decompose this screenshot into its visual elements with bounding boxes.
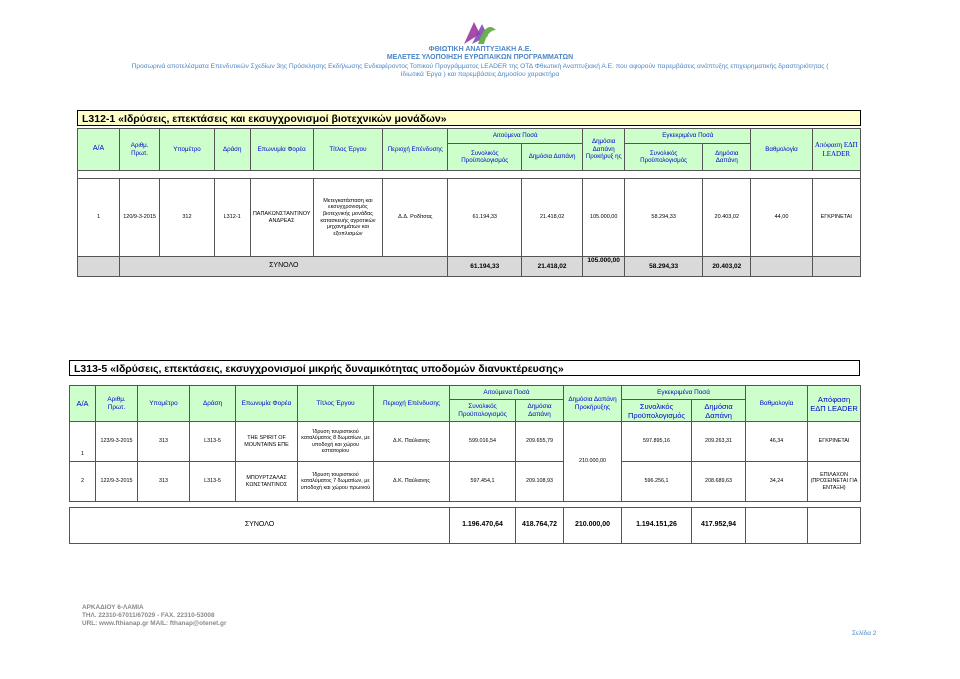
cell-call-public: 105.000,00: [583, 179, 625, 257]
cell-prot: 122/9-3-2015: [96, 462, 138, 502]
cell-decision: ΕΓΚΡΙΝΕΤΑΙ: [808, 422, 861, 462]
cell-project: Μετεγκατάσταση και εκσυγχρονισμός βιοτεχνικής μονάδας κατασκευής αγροτικών μηχανημάτων και εξοπλισμών: [313, 179, 382, 257]
col-req-total-header: Συνολικός Προϋπολογισμός: [450, 400, 516, 422]
col-name-header: Επωνυμία Φορέα: [250, 129, 313, 171]
totals-label: ΣΥΝΟΛΟ: [120, 257, 448, 277]
cell-aa: 1: [70, 422, 96, 462]
cell-submeasure: 313: [138, 422, 190, 462]
col-decision-header: Απόφαση ΕΔΠ LEADER: [808, 386, 861, 422]
section1-title: L312-1 «Ιδρύσεις, επεκτάσεις και εκσυγχρονισμοί βιοτεχνικών μονάδων»: [77, 110, 861, 126]
col-appr-total-header: Συνολικός Προϋπολογισμός: [622, 400, 692, 422]
cell-area: Δ.Κ. Παύλιανης: [374, 462, 450, 502]
col-area-header: Περιοχή Επένδυσης: [374, 386, 450, 422]
totals-blank-score: [746, 508, 808, 544]
col-score-header: Βαθμολογία: [751, 129, 812, 171]
cell-appr-total: 596.256,1: [622, 462, 692, 502]
cell-score: 46,34: [746, 422, 808, 462]
total-call-public: 210.000,00: [564, 508, 622, 544]
total-req-total: 61.194,33: [448, 257, 522, 277]
col-public-call-header: Δημόσια Δαπάνη Προκήρυξης: [564, 386, 622, 422]
cell-req-public: 21.418,02: [522, 179, 583, 257]
col-req-public-header: Δημόσια Δαπάνη: [516, 400, 564, 422]
col-prot-header: Αριθμ. Πρωτ.: [96, 386, 138, 422]
cell-aa: 1: [78, 179, 120, 257]
col-area-header: Περιοχή Επένδυσης: [383, 129, 448, 171]
footer-phones: ΤΗΛ. 22310-67011/67029 - FAX. 22310-53008: [82, 612, 215, 619]
cell-name: ΜΠΟΥΡΤΖΑΛΑΣ ΚΩΝΣΤΑΝΤΙΝΟΣ: [236, 462, 298, 502]
cell-action: L312-1: [214, 179, 250, 257]
cell-appr-total: 58.294,33: [625, 179, 703, 257]
totals-blank: [78, 257, 120, 277]
cell-appr-public: 209.263,31: [692, 422, 746, 462]
org-subtitle: ΜΕΛΕΤΕΣ ΥΛΟΠΟΙΗΣΗ ΕΥΡΩΠΑΙΚΩΝ ΠΡΟΓΡΑΜΜΑΤΩΝ: [386, 54, 574, 61]
cell-name: ΠΑΠΑΚΩΝΣΤΑΝΤΙΝΟΥ ΑΝΔΡΕΑΣ: [250, 179, 313, 257]
cell-area: Δ.Δ. Ροδίτσας: [383, 179, 448, 257]
col-submeasure-header: Υπομέτρο: [138, 386, 190, 422]
cell-decision: ΕΠΙΛΑΧΟΝ (ΠΡΟΣΕΙΝΕΤΑΙ ΓΙΑ ΕΝΤΑΞΗ): [808, 462, 861, 502]
cell-prot: 123/9-3-2015: [96, 422, 138, 462]
totals-blank-score: [751, 257, 812, 277]
col-public-pct-header: Δημόσια Δαπάνη Προκήρυξ ης: [583, 129, 625, 171]
cell-appr-total: 597.895,16: [622, 422, 692, 462]
cell-req-public: 209.108,93: [516, 462, 564, 502]
col-prot-header: Αριθμ. Πρωτ.: [120, 129, 160, 171]
total-appr-public: 417.952,94: [692, 508, 746, 544]
total-appr-total: 1.194.151,26: [622, 508, 692, 544]
col-appr-total-header: Συνολικός Προϋπολογισμός: [625, 144, 703, 171]
totals-blank-decision: [812, 257, 860, 277]
table-row: [78, 179, 861, 257]
col-req-public-header: Δημόσια Δαπάνη: [522, 144, 583, 171]
section2-table: [69, 385, 861, 544]
total-req-public: 21.418,02: [522, 257, 583, 277]
col-appr-public-header: Δημόσια Δαπάνη: [692, 400, 746, 422]
org-name: ΦΘΙΩΤΙΚΗ ΑΝΑΠΤΥΞΙΑΚΗ Α.Ε.: [428, 46, 532, 53]
cell-req-public: 209.655,79: [516, 422, 564, 462]
page-number: Σελίδα 2: [852, 630, 877, 637]
totals-blank-decision: [808, 508, 861, 544]
spacer-row: [78, 171, 861, 179]
footer-web: URL: www.fthianap.gr MAIL: fthanap@otenet.gr: [82, 620, 227, 627]
document-heading-line2: Ιδιωτικά Έργα ) και παρεμβάσεις Δημοσίου χαρακτήρα: [400, 71, 560, 78]
col-approved-header: Εγκεκριμένα Ποσά: [625, 129, 751, 144]
col-score-header: Βαθμολογία: [746, 386, 808, 422]
col-appr-public-header: Δημόσια Δαπάνη: [703, 144, 751, 171]
cell-call-public-merged: 210.000,00: [564, 422, 622, 502]
footer-contact: [82, 604, 226, 628]
cell-req-total: 61.194,33: [448, 179, 522, 257]
col-action-header: Δράση: [214, 129, 250, 171]
cell-name: THE SPIRIT OF MOUNTAINS ΕΠΕ: [236, 422, 298, 462]
cell-submeasure: 312: [160, 179, 215, 257]
col-requested-header: Αιτούμενα Ποσά: [448, 129, 583, 144]
totals-row: [70, 508, 861, 544]
table-row: [70, 462, 861, 502]
col-approved-header: Εγκεκριμένα Ποσά: [622, 386, 746, 400]
col-project-header: Τίτλος Έργου: [298, 386, 374, 422]
cell-appr-public: 20.403,02: [703, 179, 751, 257]
col-requested-header: Αιτούμενα Ποσά: [450, 386, 564, 400]
total-call-public: 105.000,00: [583, 257, 625, 277]
company-logo: [460, 20, 498, 46]
cell-req-total: 599.016,54: [450, 422, 516, 462]
total-appr-total: 58.294,33: [625, 257, 703, 277]
cell-score: 44,00: [751, 179, 812, 257]
col-req-total-header: Συνολικός Προϋπολογισμός: [448, 144, 522, 171]
cell-project: Ίδρυση τουριστικού καταλύματος 8 δωματίων, με υποδοχή και χώρου εστιατορίου: [298, 422, 374, 462]
col-aa-header: Α/Α: [78, 129, 120, 171]
cell-score: 34,24: [746, 462, 808, 502]
col-name-header: Επωνυμία Φορέα: [236, 386, 298, 422]
col-project-header: Τίτλος Έργου: [313, 129, 382, 171]
cell-action: L313-5: [190, 422, 236, 462]
total-appr-public: 20.403,02: [703, 257, 751, 277]
cell-submeasure: 313: [138, 462, 190, 502]
cell-area: Δ.Κ. Παύλιανης: [374, 422, 450, 462]
cell-appr-public: 208.689,63: [692, 462, 746, 502]
document-heading-line1: Προσωρινά αποτελέσματα Επενδυτικών Σχεδίων 3ης Πρόσκλησης Εκδήλωσης Ενδιαφέροντος Τοπικού Προγράμματος LEADER της ΟΤΔ Φθιωτική Αναπτυξιακή Α.Ε. που αφορούν παρεμβάσεις ανάπτυξης επιχειρηματικής δραστηριότητας (: [131, 63, 829, 70]
totals-row: [78, 257, 861, 277]
total-req-total: 1.196.470,64: [450, 508, 516, 544]
cell-req-total: 597.454,1: [450, 462, 516, 502]
cell-action: L313-5: [190, 462, 236, 502]
col-decision-header: Απόφαση ΕΔΠ LEADER: [812, 129, 860, 171]
totals-label: ΣΥΝΟΛΟ: [70, 508, 450, 544]
section1-table: [77, 128, 861, 277]
cell-decision: ΕΓΚΡΙΝΕΤΑΙ: [812, 179, 860, 257]
col-action-header: Δράση: [190, 386, 236, 422]
footer-address: ΑΡΚΑΔΙΟΥ 6-ΛΑΜΙΑ: [82, 604, 144, 611]
section2-title: L313-5 «Ιδρύσεις, επεκτάσεις, εκσυγχρονισμοί μικρής δυναμικότητας υποδομών διανυκτέρευσης»: [69, 360, 860, 376]
cell-aa: 2: [70, 462, 96, 502]
table-row: [70, 422, 861, 462]
cell-prot: 120/9-3-2015: [120, 179, 160, 257]
col-submeasure-header: Υπομέτρο: [160, 129, 215, 171]
col-aa-header: Α/Α: [70, 386, 96, 422]
total-req-public: 418.764,72: [516, 508, 564, 544]
cell-project: Ίδρυση τουριστικού καταλύματος 7 δωματίων, με υποδοχή και χώρου πρωινού: [298, 462, 374, 502]
